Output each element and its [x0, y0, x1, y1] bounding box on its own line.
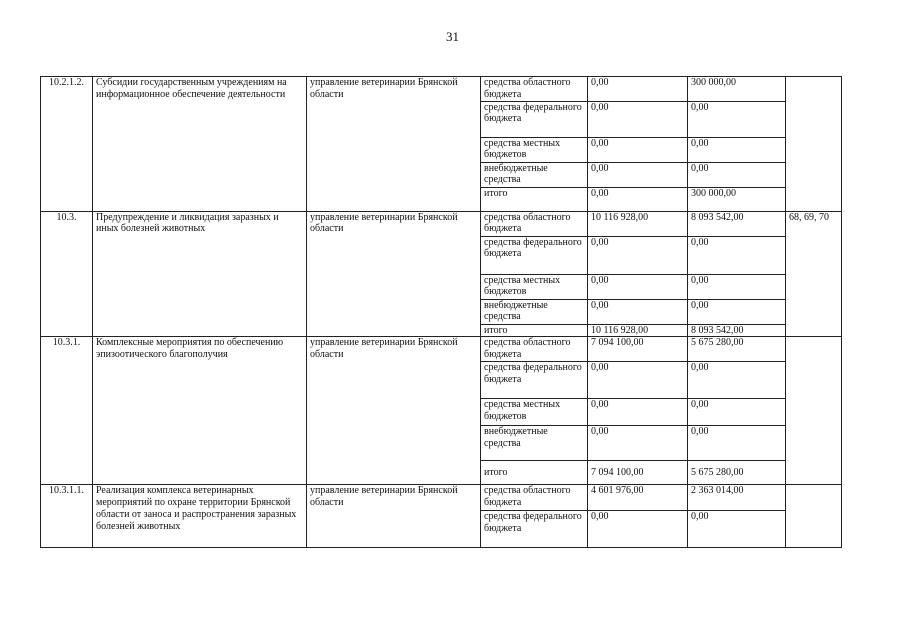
- funding-value-2: 300 000,00: [688, 77, 786, 102]
- row-name: Комплексные мероприятия по обеспечению эпизоотического благополучия: [93, 337, 307, 485]
- row-name: Предупреждение и ликвидация заразных и иных болезней животных: [93, 211, 307, 337]
- funding-value-1: 0,00: [588, 77, 688, 102]
- funding-value-2: 2 363 014,00: [688, 485, 786, 511]
- row-ref: [786, 337, 842, 485]
- funding-value-1: 0,00: [588, 299, 688, 324]
- funding-value-1: 10 116 928,00: [588, 324, 688, 337]
- budget-table: [40, 76, 842, 548]
- funding-value-1: 7 094 100,00: [588, 461, 688, 485]
- row-name: Реализация комплекса ветеринарных мероприятий по охране территории Брянской области от заноса и распространения заразных болезней животных: [93, 485, 307, 548]
- row-code: 10.3.1.1.: [41, 485, 93, 548]
- funding-source: внебюджетные средства: [481, 299, 588, 324]
- funding-value-1: 0,00: [588, 187, 688, 211]
- funding-source: внебюджетные средства: [481, 426, 588, 461]
- funding-value-2: 0,00: [688, 426, 786, 461]
- row-ref: 68, 69, 70: [786, 211, 842, 337]
- row-code: 10.3.1.: [41, 337, 93, 485]
- funding-value-2: 5 675 280,00: [688, 337, 786, 362]
- funding-value-2: 5 675 280,00: [688, 461, 786, 485]
- funding-source: средства местных бюджетов: [481, 137, 588, 162]
- row-executor: управление ветеринарии Брянской области: [307, 77, 481, 212]
- funding-value-2: 0,00: [688, 362, 786, 399]
- funding-value-2: 0,00: [688, 299, 786, 324]
- funding-value-2: 300 000,00: [688, 187, 786, 211]
- row-name: Субсидии государственным учреждениям на информационное обеспечение деятельности: [93, 77, 307, 212]
- funding-value-1: 0,00: [588, 236, 688, 274]
- funding-value-2: 0,00: [688, 274, 786, 299]
- funding-value-2: 0,00: [688, 101, 786, 137]
- funding-source: итого: [481, 187, 588, 211]
- funding-source: средства федерального бюджета: [481, 236, 588, 274]
- page-number: 31: [446, 29, 459, 44]
- funding-source: средства местных бюджетов: [481, 274, 588, 299]
- funding-value-2: 0,00: [688, 399, 786, 426]
- funding-source: средства областного бюджета: [481, 77, 588, 102]
- funding-source: внебюджетные средства: [481, 162, 588, 187]
- funding-source: средства федерального бюджета: [481, 362, 588, 399]
- funding-source: средства областного бюджета: [481, 211, 588, 236]
- funding-value-1: 0,00: [588, 426, 688, 461]
- funding-value-1: 0,00: [588, 362, 688, 399]
- funding-value-2: 8 093 542,00: [688, 211, 786, 236]
- funding-value-2: 0,00: [688, 236, 786, 274]
- funding-value-1: 0,00: [588, 399, 688, 426]
- table-row: [41, 485, 842, 511]
- table-row: [41, 211, 842, 236]
- funding-source: итого: [481, 324, 588, 337]
- funding-value-1: 0,00: [588, 101, 688, 137]
- row-executor: управление ветеринарии Брянской области: [307, 485, 481, 548]
- funding-value-1: 0,00: [588, 511, 688, 548]
- table-row: [41, 77, 842, 102]
- row-ref: [786, 77, 842, 212]
- funding-value-1: 7 094 100,00: [588, 337, 688, 362]
- row-code: 10.2.1.2.: [41, 77, 93, 212]
- row-executor: управление ветеринарии Брянской области: [307, 211, 481, 337]
- row-executor: управление ветеринарии Брянской области: [307, 337, 481, 485]
- row-ref: [786, 485, 842, 548]
- funding-value-1: 10 116 928,00: [588, 211, 688, 236]
- funding-value-1: 0,00: [588, 137, 688, 162]
- funding-value-1: 0,00: [588, 274, 688, 299]
- row-code: 10.3.: [41, 211, 93, 337]
- funding-source: средства областного бюджета: [481, 337, 588, 362]
- table-row: [41, 337, 842, 362]
- funding-value-1: 0,00: [588, 162, 688, 187]
- funding-source: итого: [481, 461, 588, 485]
- funding-source: средства местных бюджетов: [481, 399, 588, 426]
- funding-source: средства федерального бюджета: [481, 511, 588, 548]
- funding-value-1: 4 601 976,00: [588, 485, 688, 511]
- funding-value-2: 0,00: [688, 511, 786, 548]
- funding-source: средства федерального бюджета: [481, 101, 588, 137]
- funding-value-2: 8 093 542,00: [688, 324, 786, 337]
- funding-value-2: 0,00: [688, 137, 786, 162]
- funding-source: средства областного бюджета: [481, 485, 588, 511]
- funding-value-2: 0,00: [688, 162, 786, 187]
